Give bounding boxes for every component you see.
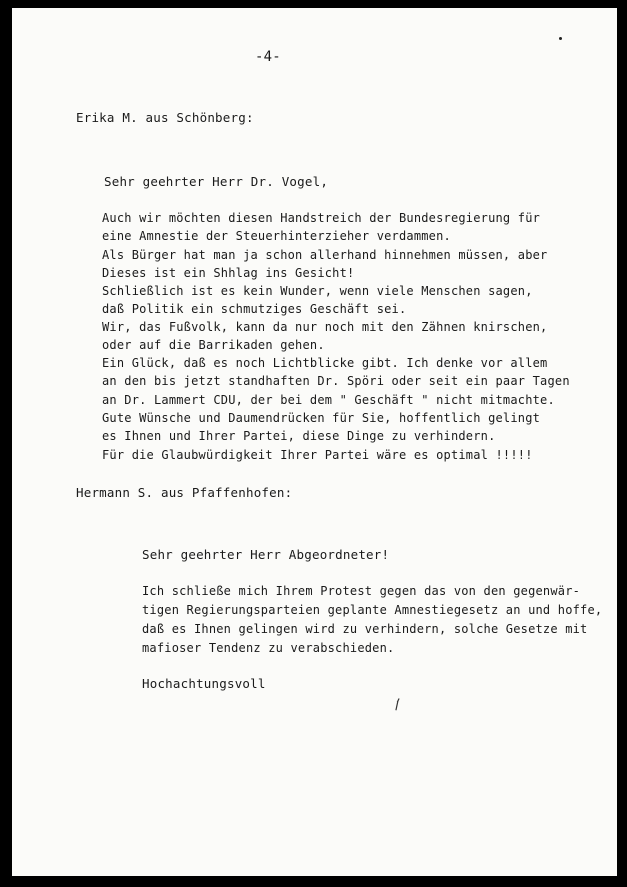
letter-1-line: Dieses ist ein Shhlag ins Gesicht! (102, 266, 355, 280)
letter-1-line: Gute Wünsche und Daumendrücken für Sie, hoffentlich gelingt (102, 411, 541, 425)
page-number: -4- (255, 49, 281, 65)
letter-1-line: Ein Glück, daß es noch Lichtblicke gibt. Ich denke vor allem (102, 356, 548, 370)
letter-1-line: Wir, das Fußvolk, kann da nur noch mit den Zähnen knirschen, (102, 320, 548, 334)
letter-1-line: Auch wir möchten diesen Handstreich der Bundesregierung für (102, 211, 541, 225)
signature-mark (391, 697, 407, 717)
letter-1-line: Für die Glaubwürdigkeit Ihrer Partei wäre es optimal !!!!! (102, 448, 533, 462)
letter-2-line: tigen Regierungsparteien geplante Amnestiegesetz an und hoffe, (142, 603, 603, 617)
letter-1-sender: Erika M. aus Schönberg: (76, 110, 254, 125)
scan-speck (559, 37, 562, 40)
document-page (12, 8, 617, 876)
letter-2-line: Ich schließe mich Ihrem Protest gegen das von den gegenwär- (142, 584, 581, 598)
letter-1-line: an den bis jetzt standhaften Dr. Spöri oder seit ein paar Tagen (102, 374, 570, 388)
letter-1-line: eine Amnestie der Steuerhinterzieher verdammen. (102, 229, 451, 243)
letter-2-line: mafioser Tendenz zu verabschieden. (142, 641, 395, 655)
letter-1-line: es Ihnen und Ihrer Partei, diese Dinge zu verhindern. (102, 429, 496, 443)
letter-2-salutation: Sehr geehrter Herr Abgeordneter! (142, 547, 390, 562)
letter-1-line: oder auf die Barrikaden gehen. (102, 338, 325, 352)
letter-1-line: Schließlich ist es kein Wunder, wenn viele Menschen sagen, (102, 284, 533, 298)
letter-2-sender: Hermann S. aus Pfaffenhofen: (76, 485, 293, 500)
letter-1-line: daß Politik ein schmutziges Geschäft sei. (102, 302, 407, 316)
letter-2-closing: Hochachtungsvoll (142, 676, 266, 691)
letter-1-salutation: Sehr geehrter Herr Dr. Vogel, (104, 174, 329, 189)
letter-1-line: Als Bürger hat man ja schon allerhand hinnehmen müssen, aber (102, 248, 548, 262)
letter-2-line: daß es Ihnen gelingen wird zu verhindern, solche Gesetze mit (142, 622, 588, 636)
letter-1-line: an Dr. Lammert CDU, der bei dem " Geschäft " nicht mitmachte. (102, 393, 555, 407)
